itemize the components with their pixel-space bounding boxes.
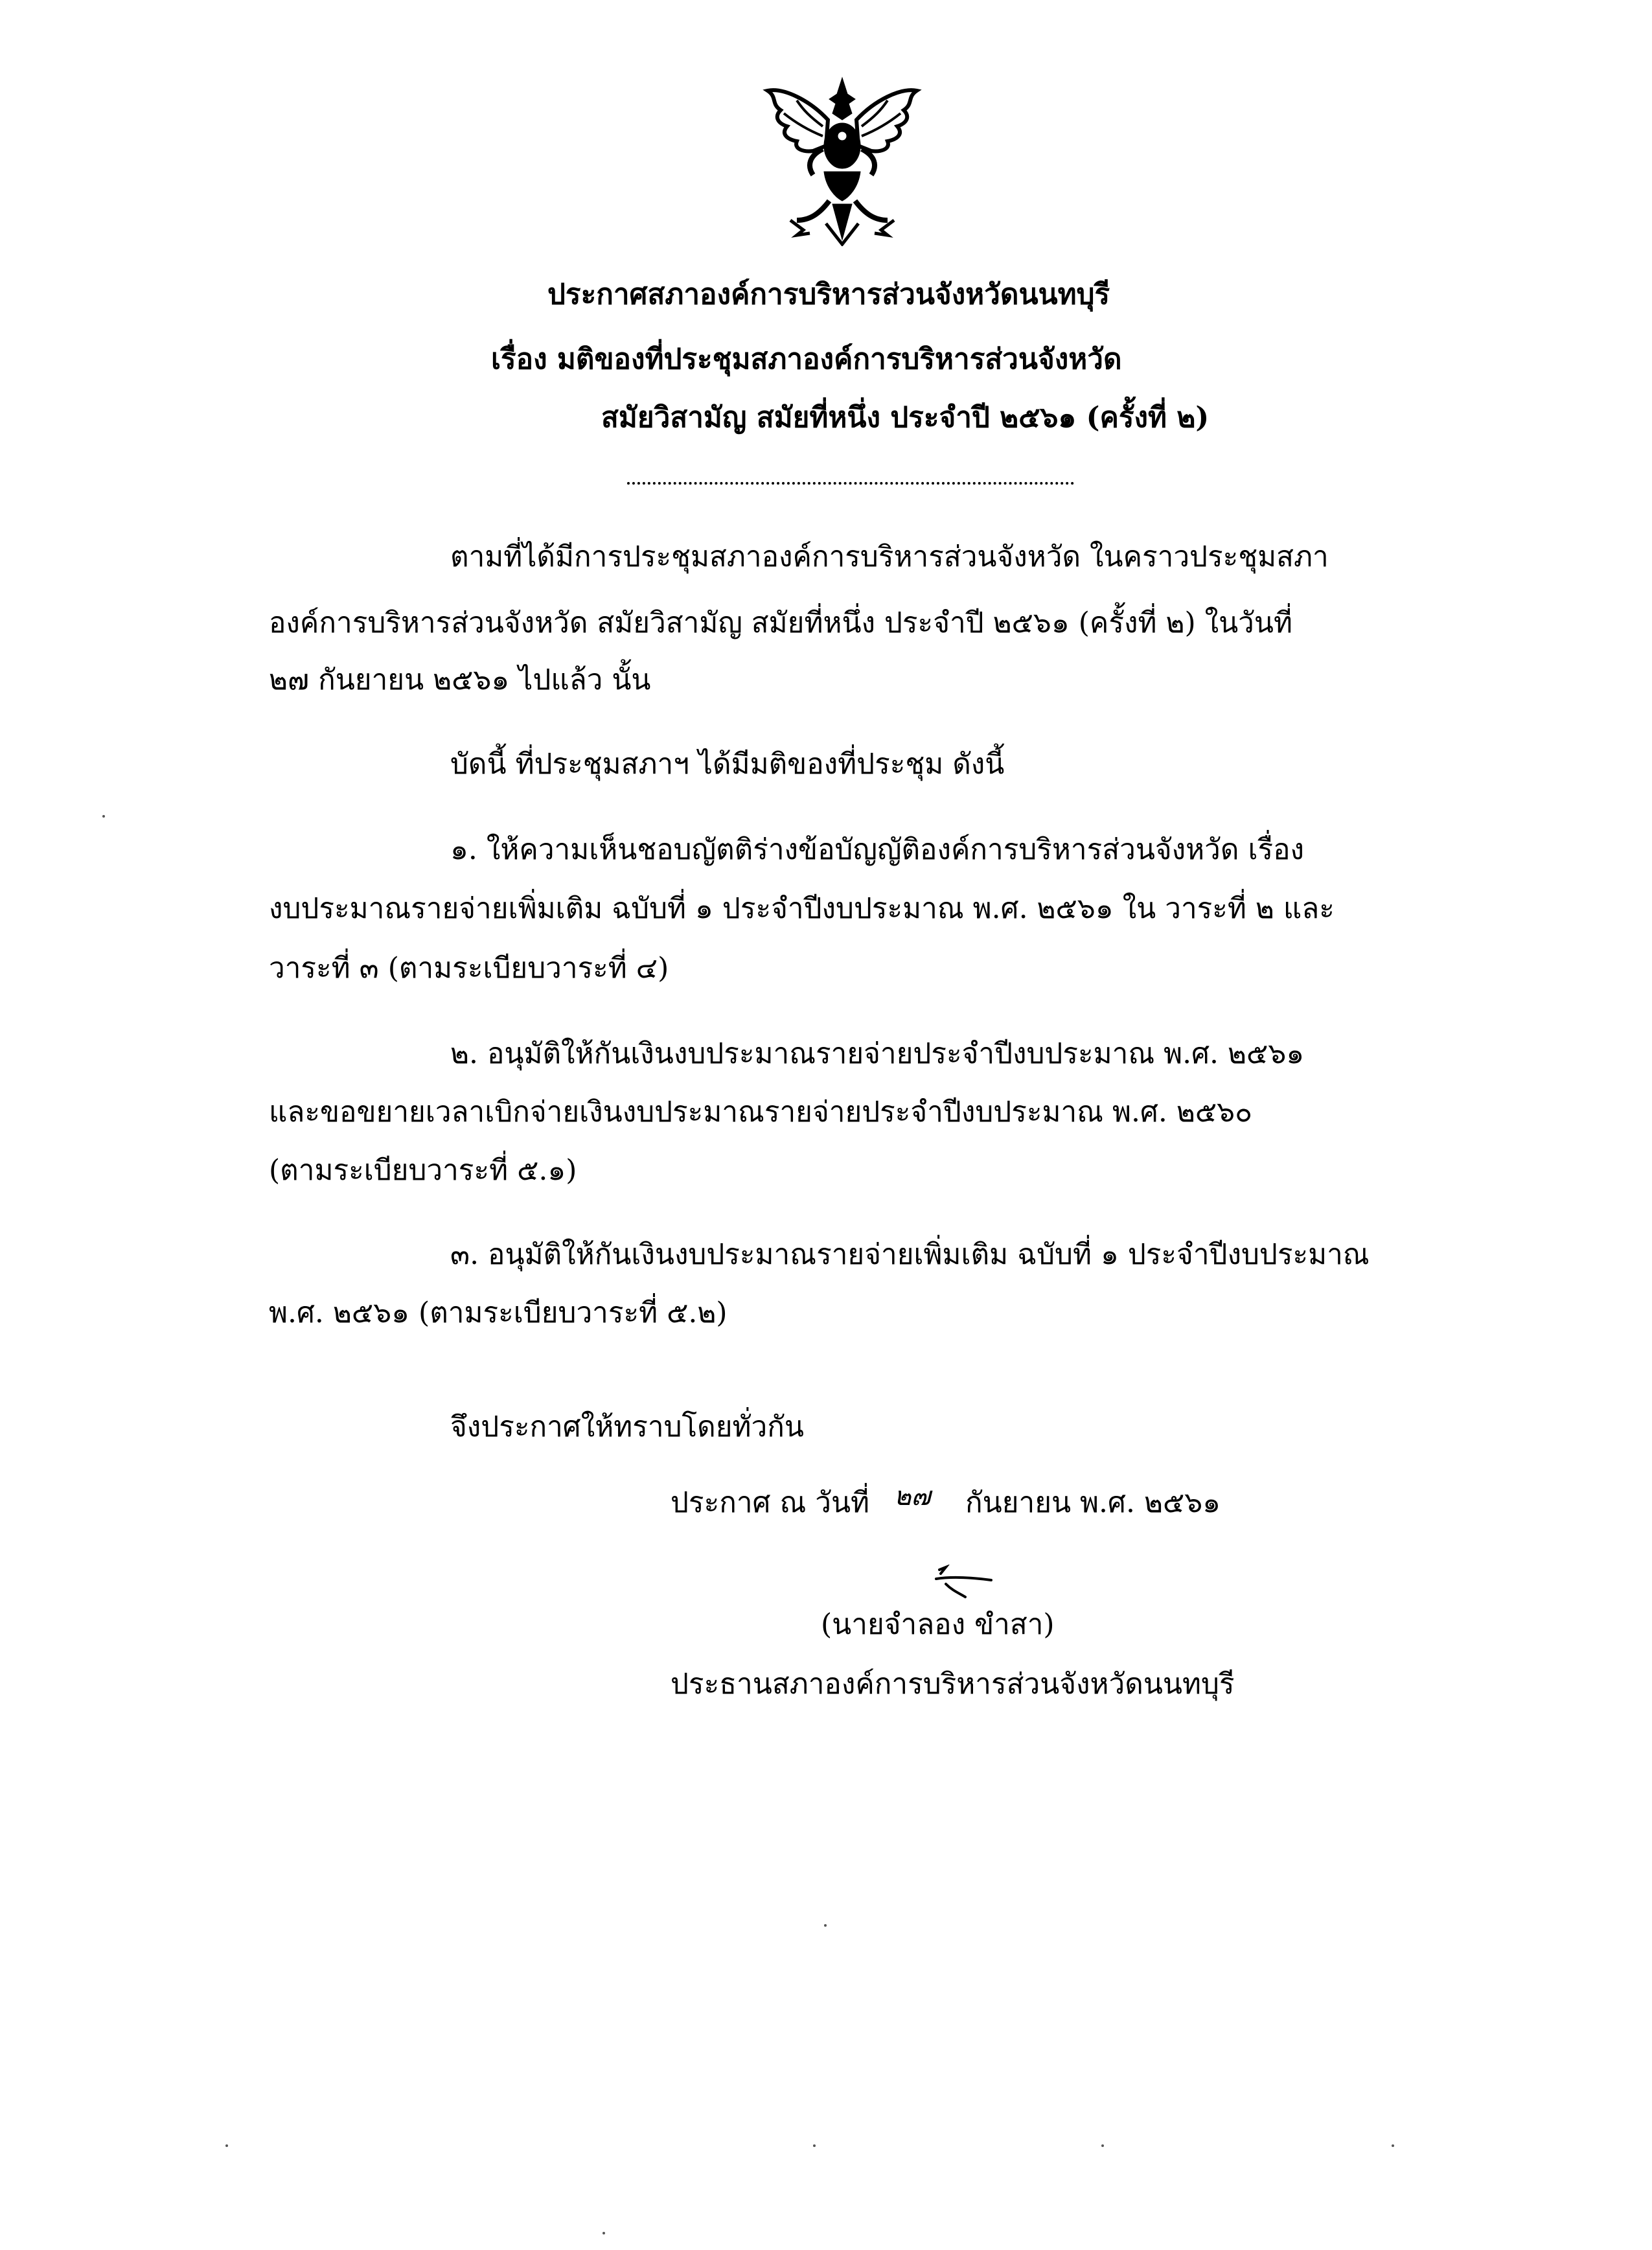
announce-date-prefix: ประกาศ ณ วันที่	[671, 1486, 870, 1519]
session-line: สมัยวิสามัญ สมัยที่หนึ่ง ประจำปี ๒๕๖๑ (ครั้งที่ ๒)	[601, 401, 1210, 434]
intro-line-3: ๒๗ กันยายน ๒๕๖๑ ไปแล้ว นั้น	[269, 663, 651, 696]
signatory-name: (นายจำลอง ขำสา)	[821, 1608, 1055, 1641]
item-1-line-2: งบประมาณรายจ่ายเพิ่มเติม ฉบับที่ ๑ ประจำปีงบประมาณ พ.ศ. ๒๕๖๑ ใน วาระที่ ๒ และ	[269, 892, 1335, 925]
scan-speck	[1101, 2144, 1104, 2147]
item-1-line-1: ๑. ให้ความเห็นชอบญัตติร่างข้อบัญญัติองค์การบริหารส่วนจังหวัด เรื่อง	[450, 833, 1305, 866]
scan-speck	[1392, 2144, 1394, 2147]
scan-speck	[225, 2144, 228, 2147]
scan-speck	[824, 1924, 827, 1927]
garuda-emblem-icon	[758, 75, 926, 246]
scan-speck	[102, 815, 105, 818]
announcement-title: ประกาศสภาองค์การบริหารส่วนจังหวัดนนทบุรี	[547, 278, 1110, 311]
subject-line: เรื่อง มติของที่ประชุมสภาองค์การบริหารส่วนจังหวัด	[491, 343, 1122, 376]
header-divider	[627, 482, 1074, 485]
announce-date-suffix: กันยายน พ.ศ. ๒๕๖๑	[965, 1486, 1221, 1519]
announce-date-day: ๒๗	[894, 1482, 931, 1511]
signatory-title: ประธานสภาองค์การบริหารส่วนจังหวัดนนทบุรี	[671, 1668, 1235, 1701]
intro-line-1: ตามที่ได้มีการประชุมสภาองค์การบริหารส่วนจังหวัด ในคราวประชุมสภา	[450, 540, 1329, 573]
item-2-line-1: ๒. อนุมัติให้กันเงินงบประมาณรายจ่ายประจำปีงบประมาณ พ.ศ. ๒๕๖๑	[450, 1037, 1305, 1070]
item-3-line-1: ๓. อนุมัติให้กันเงินงบประมาณรายจ่ายเพิ่มเติม ฉบับที่ ๑ ประจำปีงบประมาณ	[450, 1238, 1370, 1271]
item-1-line-3: วาระที่ ๓ (ตามระเบียบวาระที่ ๔)	[269, 952, 669, 985]
resolution-intro: บัดนี้ ที่ประชุมสภาฯ ได้มีมติของที่ประชุม ดังนี้	[450, 748, 1005, 781]
item-2-line-3: (ตามระเบียบวาระที่ ๕.๑)	[269, 1154, 577, 1187]
item-3-line-2: พ.ศ. ๒๕๖๑ (ตามระเบียบวาระที่ ๕.๒)	[269, 1296, 728, 1329]
closing-line: จึงประกาศให้ทราบโดยทั่วกัน	[450, 1410, 804, 1443]
intro-line-2: องค์การบริหารส่วนจังหวัด สมัยวิสามัญ สมัยที่หนึ่ง ประจำปี ๒๕๖๑ (ครั้งที่ ๒) ในวันที่	[269, 606, 1292, 639]
scan-speck	[813, 2144, 816, 2147]
signature-mark	[901, 1565, 1004, 1603]
item-2-line-2: และขอขยายเวลาเบิกจ่ายเงินงบประมาณรายจ่ายประจำปีงบประมาณ พ.ศ. ๒๕๖๐	[269, 1096, 1252, 1129]
scan-speck	[602, 2232, 605, 2234]
